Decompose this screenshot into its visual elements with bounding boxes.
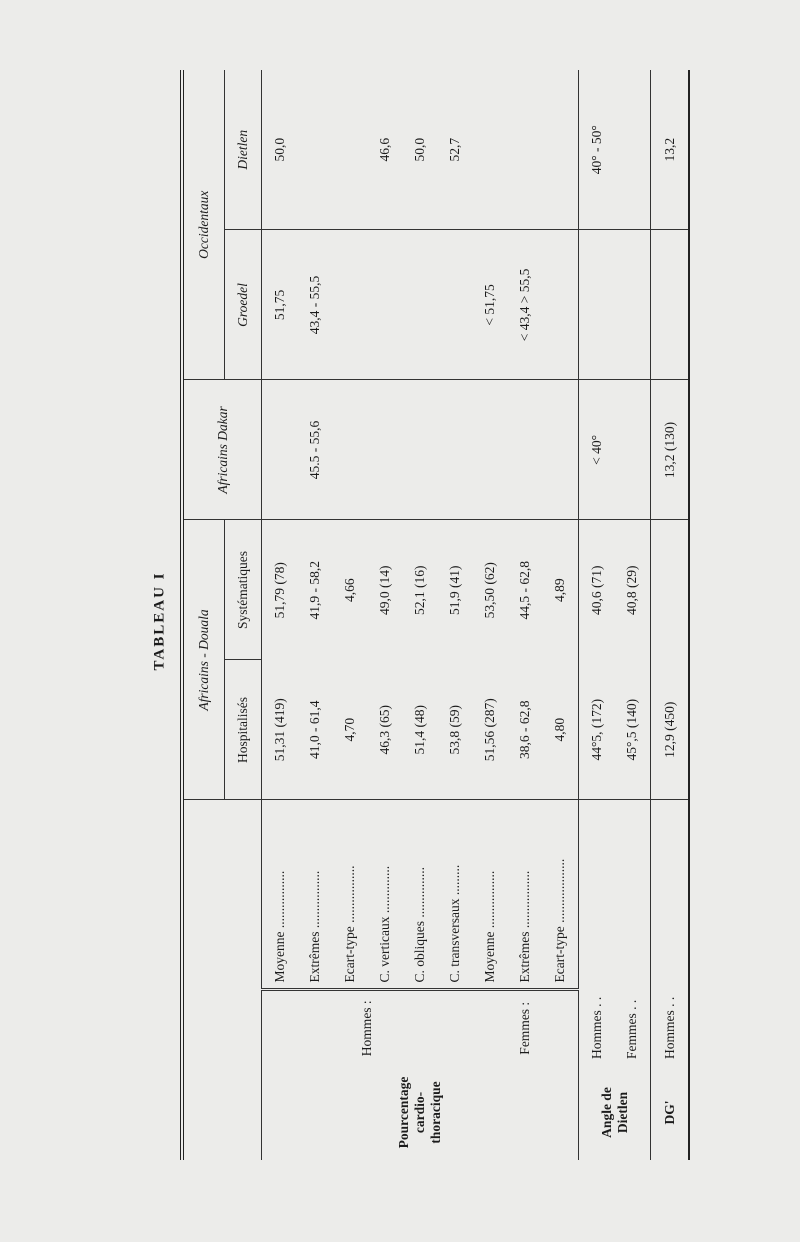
table-row [579, 70, 615, 1160]
cell-dakar [507, 380, 542, 520]
cell-groedel [579, 230, 615, 380]
row-label-moyenne: Moyenne ................. [473, 800, 508, 990]
group-angle-dietlen: Angle de Dietlen [579, 1065, 651, 1160]
cell-hosp: 51,31 (419) [262, 660, 298, 800]
cell-dietlen [507, 70, 542, 230]
cell-syst: 40,6 (71) [579, 520, 615, 660]
cell-groedel [651, 230, 689, 380]
cell-groedel [333, 230, 368, 380]
cell-groedel: 43,4 - 55,5 [298, 230, 333, 380]
table-row [262, 70, 298, 1160]
cell-syst [651, 520, 689, 660]
row-label-extremes: Extrêmes ................. [298, 800, 333, 990]
cell-dietlen: 50,0 [403, 70, 438, 230]
cell-hosp: 4,80 [542, 660, 578, 800]
header-row-top [182, 70, 225, 1160]
cell-dietlen: 13,2 [651, 70, 689, 230]
cell-dakar [403, 380, 438, 520]
row-label-ecart-type: Ecart-type ................... [542, 800, 578, 990]
cell-syst: 44,5 - 62,8 [516, 560, 532, 620]
group-pourcentage: Pourcentage cardio-thoracique [396, 1076, 444, 1149]
cell-dietlen: 46,6 [368, 70, 403, 230]
cell-groedel [403, 230, 438, 380]
header-occidentaux: Occidentaux [182, 70, 225, 380]
cell-dakar [473, 380, 508, 520]
cell-syst: 52,1 (16) [412, 565, 428, 615]
cell-hosp: 44°5, (172) [579, 660, 615, 800]
cell-hosp: 53,8 (59) [438, 660, 473, 800]
cell-dietlen: 40° - 50° [579, 70, 615, 230]
cell-hosp: 51,4 (48) [403, 660, 438, 800]
group-dg: DG' [651, 1065, 689, 1160]
cell-dietlen [615, 70, 651, 230]
cell-hosp: 41,0 - 61,4 [298, 660, 333, 800]
cell-dakar: < 40° [579, 380, 615, 520]
cell-syst: 51,79 (78) [271, 562, 287, 619]
row-label-c-transversaux: C. transversaux ......... [438, 800, 473, 990]
rotated-table-container [180, 70, 690, 1160]
cell-syst: 53,50 (62) [481, 562, 497, 619]
cell-dakar [438, 380, 473, 520]
header-groedel: Groedel [225, 230, 262, 380]
cell-dietlen: 50,0 [262, 70, 298, 230]
sex-hommes-angle: Hommes . . [579, 800, 615, 1065]
row-label-c-verticaux: C. verticaux .............. [368, 800, 403, 990]
cell-hosp: 12,9 (450) [651, 660, 689, 800]
cell-dakar [368, 380, 403, 520]
cell-syst: 49,0 (14) [377, 565, 393, 615]
caption-text: TABLEAU I [151, 571, 168, 671]
row-label-c-obliques: C. obliques ............... [403, 800, 438, 990]
cell-dakar [333, 380, 368, 520]
data-table [180, 70, 690, 1160]
cell-groedel [438, 230, 473, 380]
header-dietlen: Dietlen [225, 70, 262, 230]
cell-dietlen [542, 70, 578, 230]
row-label-extremes: Extrêmes ................. [507, 800, 542, 990]
cell-hosp: 51,56 (287) [473, 660, 508, 800]
cell-hosp: 4,70 [333, 660, 368, 800]
cell-groedel: 51,75 [262, 230, 298, 380]
header-systematiques: Systématiques [225, 520, 262, 660]
header-douala: Africains - Douala [182, 520, 225, 800]
cell-dietlen [473, 70, 508, 230]
cell-dietlen [333, 70, 368, 230]
header-dakar: Africains Dakar [182, 380, 262, 520]
cell-groedel [368, 230, 403, 380]
cell-syst: 4,66 [342, 578, 358, 603]
cell-syst: 40,8 (29) [624, 565, 640, 615]
cell-dietlen: 52,7 [438, 70, 473, 230]
sex-femmes: Femmes : [517, 1001, 533, 1055]
cell-dakar: 45.5 - 55,6 [298, 380, 333, 520]
cell-groedel [615, 230, 651, 380]
sex-hommes-dg: Hommes . . [651, 800, 689, 1065]
cell-syst: 41,9 - 58,2 [307, 560, 323, 620]
row-label-moyenne: Moyenne ................. [262, 800, 298, 990]
row-label-ecart-type: Ecart-type ................. [333, 800, 368, 990]
header-blank [182, 800, 262, 1160]
table-row [615, 70, 651, 1160]
cell-syst: 4,89 [552, 578, 568, 603]
cell-dakar: 13,2 (130) [651, 380, 689, 520]
table-row [473, 70, 508, 1160]
cell-syst: 51,9 (41) [447, 565, 462, 615]
cell-dakar [615, 380, 651, 520]
cell-dakar [262, 380, 298, 520]
sex-hommes: Hommes : [359, 1000, 375, 1057]
header-hospitalises: Hospitalisés [225, 660, 262, 800]
cell-dakar [542, 380, 578, 520]
cell-dietlen [298, 70, 333, 230]
cell-groedel: < 43,4 > 55,5 [507, 230, 542, 380]
table-row [651, 70, 689, 1160]
sex-femmes-angle: Femmes . . [624, 999, 640, 1059]
cell-groedel: < 51,75 [473, 230, 508, 380]
cell-groedel [542, 230, 578, 380]
cell-hosp: 46,3 (65) [368, 660, 403, 800]
cell-hosp: 45°,5 (140) [615, 660, 651, 800]
cell-hosp: 38,6 - 62,8 [507, 660, 542, 800]
